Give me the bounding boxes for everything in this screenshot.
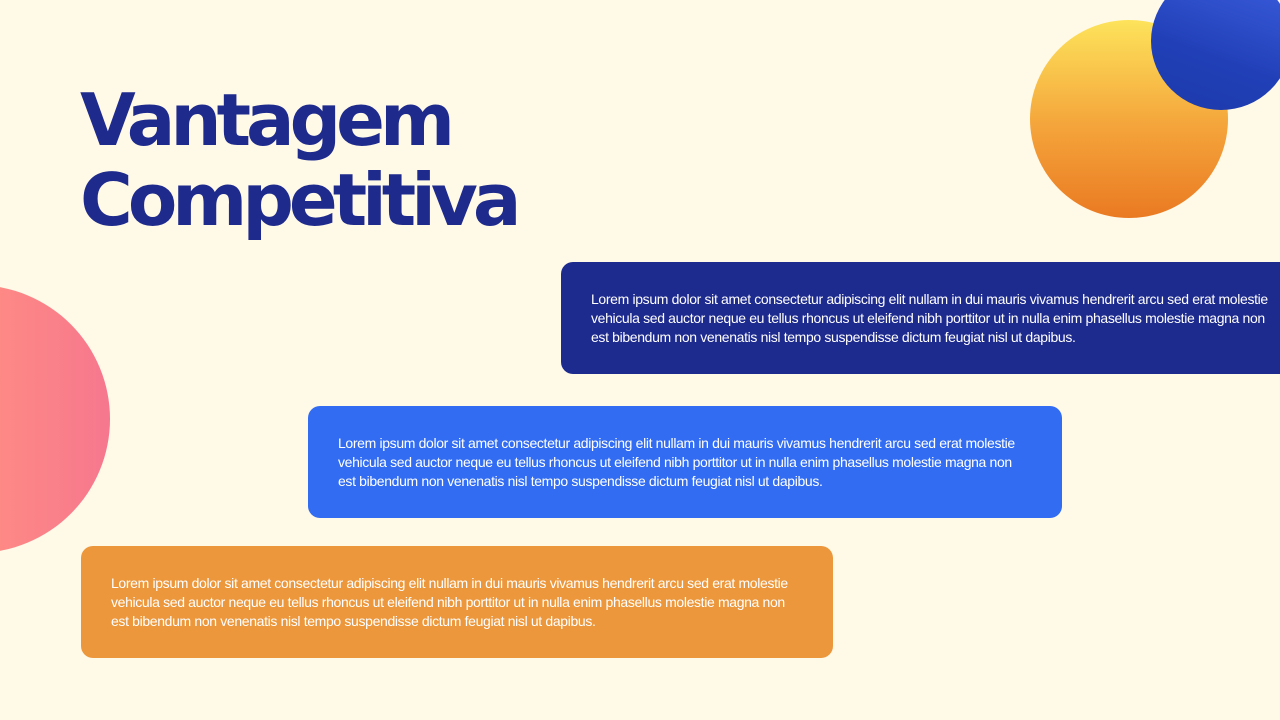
text-card-navy-body: Lorem ipsum dolor sit amet consectetur adipiscing elit nullam in dui mauris vivamus hendrerit arcu sed erat molestie vehicula sed auctor neque eu tellus rhoncus ut eleifend nibh porttitor ut in nulla enim phasellus molestie magna non est bibendum non venenatis nisl tempo suspendisse dictum feugiat nisl ut dapibus. — [591, 290, 1268, 345]
text-card-blue — [308, 406, 1062, 518]
title-line-1: Vantagem — [80, 78, 451, 162]
text-card-orange-body: Lorem ipsum dolor sit amet consectetur adipiscing elit nullam in dui mauris vivamus hendrerit arcu sed erat molestie vehicula sed auctor neque eu tellus rhoncus ut eleifend nibh porttitor ut in nulla enim phasellus molestie magna non est bibendum non venenatis nisl tempo suspendisse dictum feugiat nisl ut dapibus. — [111, 574, 788, 629]
title-line-2: Competitiva — [80, 158, 517, 242]
slide-title — [80, 80, 516, 240]
pink-circle-decoration — [0, 285, 110, 553]
text-card-orange — [81, 546, 833, 658]
text-card-blue-body: Lorem ipsum dolor sit amet consectetur adipiscing elit nullam in dui mauris vivamus hendrerit arcu sed erat molestie vehicula sed auctor neque eu tellus rhoncus ut eleifend nibh porttitor ut in nulla enim phasellus molestie magna non est bibendum non venenatis nisl tempo suspendisse dictum feugiat nisl ut dapibus. — [338, 434, 1015, 489]
text-card-navy — [561, 262, 1280, 374]
